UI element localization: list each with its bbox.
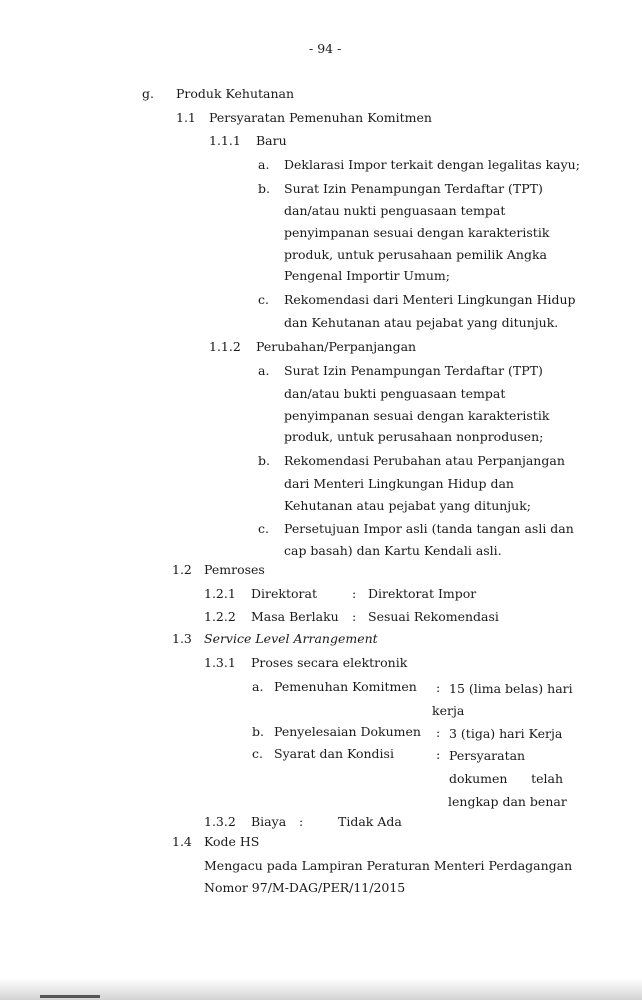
clause-title: Perubahan/Perpanjangan — [256, 339, 417, 354]
row-value: lengkap dan benar — [448, 794, 567, 809]
row-value: Persyaratan — [449, 748, 526, 763]
row-value: Sesuai Rekomendasi — [368, 609, 499, 624]
item-text-line: dan Kehutanan atau pejabat yang ditunjuk. — [284, 315, 559, 330]
item-text-line: Surat Izin Penampungan Terdaftar (TPT) — [284, 363, 543, 378]
item-text-line: Rekomendasi dari Menteri Lingkungan Hidup — [284, 292, 576, 307]
item-marker: c. — [258, 521, 269, 536]
paragraph-line: Mengacu pada Lampiran Peraturan Menteri Perdagangan — [204, 858, 573, 873]
item-text-line: Deklarasi Impor terkait dengan legalitas kayu; — [284, 157, 580, 172]
item-text-line: dan/atau nukti penguasaan tempat — [284, 203, 506, 218]
row-label: Syarat dan Kondisi — [274, 746, 394, 761]
paragraph-line: Nomor 97/M-DAG/PER/11/2015 — [204, 880, 406, 895]
row-label: Pemenuhan Komitmen — [274, 679, 417, 694]
row-value: Direktorat Impor — [368, 586, 477, 601]
item-text-line: produk, untuk perusahaan nonprodusen; — [284, 429, 544, 444]
row-label: Penyelesaian Dokumen — [274, 724, 421, 739]
item-marker: c. — [252, 746, 263, 761]
subsection-title: Persyaratan Pemenuhan Komitmen — [209, 110, 432, 125]
clause-number: 1.2.1 — [204, 586, 236, 601]
row-colon: : — [352, 586, 357, 601]
item-text-line: Rekomendasi Perubahan atau Perpanjangan — [284, 453, 565, 468]
row-label: Masa Berlaku — [251, 609, 339, 624]
item-text-line: dari Menteri Lingkungan Hidup dan — [284, 476, 514, 491]
subsection-title: Pemroses — [204, 562, 265, 577]
subsection-number: 1.1 — [176, 110, 196, 125]
item-text-line: dan/atau bukti penguasaan tempat — [284, 386, 506, 401]
item-text-line: penyimpanan sesuai dengan karakteristik — [284, 408, 550, 423]
item-marker: c. — [258, 292, 269, 307]
clause-number: 1.1.1 — [209, 133, 241, 148]
row-value: 3 (tiga) hari Kerja — [449, 726, 563, 741]
clause-number: 1.1.2 — [209, 339, 241, 354]
row-colon: : — [436, 747, 441, 762]
row-value-word: telah — [531, 771, 563, 786]
subsection-title: Service Level Arrangement — [204, 631, 378, 646]
item-marker: a. — [252, 679, 264, 694]
section-marker: g. — [142, 86, 154, 101]
row-colon: : — [299, 814, 304, 829]
item-text-line: Pengenal Importir Umum; — [284, 268, 450, 283]
subsection-number: 1.2 — [172, 562, 192, 577]
row-value: 15 (lima belas) hari — [449, 681, 573, 696]
item-marker: b. — [258, 181, 270, 196]
row-label: Direktorat — [251, 586, 317, 601]
row-colon: : — [436, 725, 441, 740]
subsection-number: 1.4 — [172, 834, 192, 849]
row-colon: : — [436, 680, 441, 695]
subsection-title: Kode HS — [204, 834, 260, 849]
clause-number: 1.3.2 — [204, 814, 236, 829]
item-marker: a. — [258, 157, 270, 172]
item-text-line: produk, untuk perusahaan pemilik Angka — [284, 247, 547, 262]
clause-title: Baru — [256, 133, 287, 148]
page-number: - 94 - — [309, 41, 342, 56]
item-text-line: Persetujuan Impor asli (tanda tangan asli dan — [284, 521, 574, 536]
subsection-number: 1.3 — [172, 631, 192, 646]
row-label: Biaya — [251, 814, 287, 829]
clause-number: 1.3.1 — [204, 655, 236, 670]
item-text-line: Surat Izin Penampungan Terdaftar (TPT) — [284, 181, 543, 196]
row-value: Tidak Ada — [338, 814, 402, 829]
item-marker: b. — [258, 453, 270, 468]
item-text-line: Kehutanan atau pejabat yang ditunjuk; — [284, 498, 532, 513]
row-value-justified — [449, 771, 563, 787]
item-marker: a. — [258, 363, 270, 378]
item-text-line: cap basah) dan Kartu Kendali asli. — [284, 543, 502, 558]
row-value: kerja — [432, 703, 465, 718]
clause-title: Proses secara elektronik — [251, 655, 408, 670]
item-text-line: penyimpanan sesuai dengan karakteristik — [284, 225, 550, 240]
clause-number: 1.2.2 — [204, 609, 236, 624]
item-marker: b. — [252, 724, 264, 739]
scan-edge-mark — [40, 995, 100, 998]
row-value-word: dokumen — [449, 771, 508, 786]
section-title: Produk Kehutanan — [176, 86, 295, 101]
row-colon: : — [352, 609, 357, 624]
